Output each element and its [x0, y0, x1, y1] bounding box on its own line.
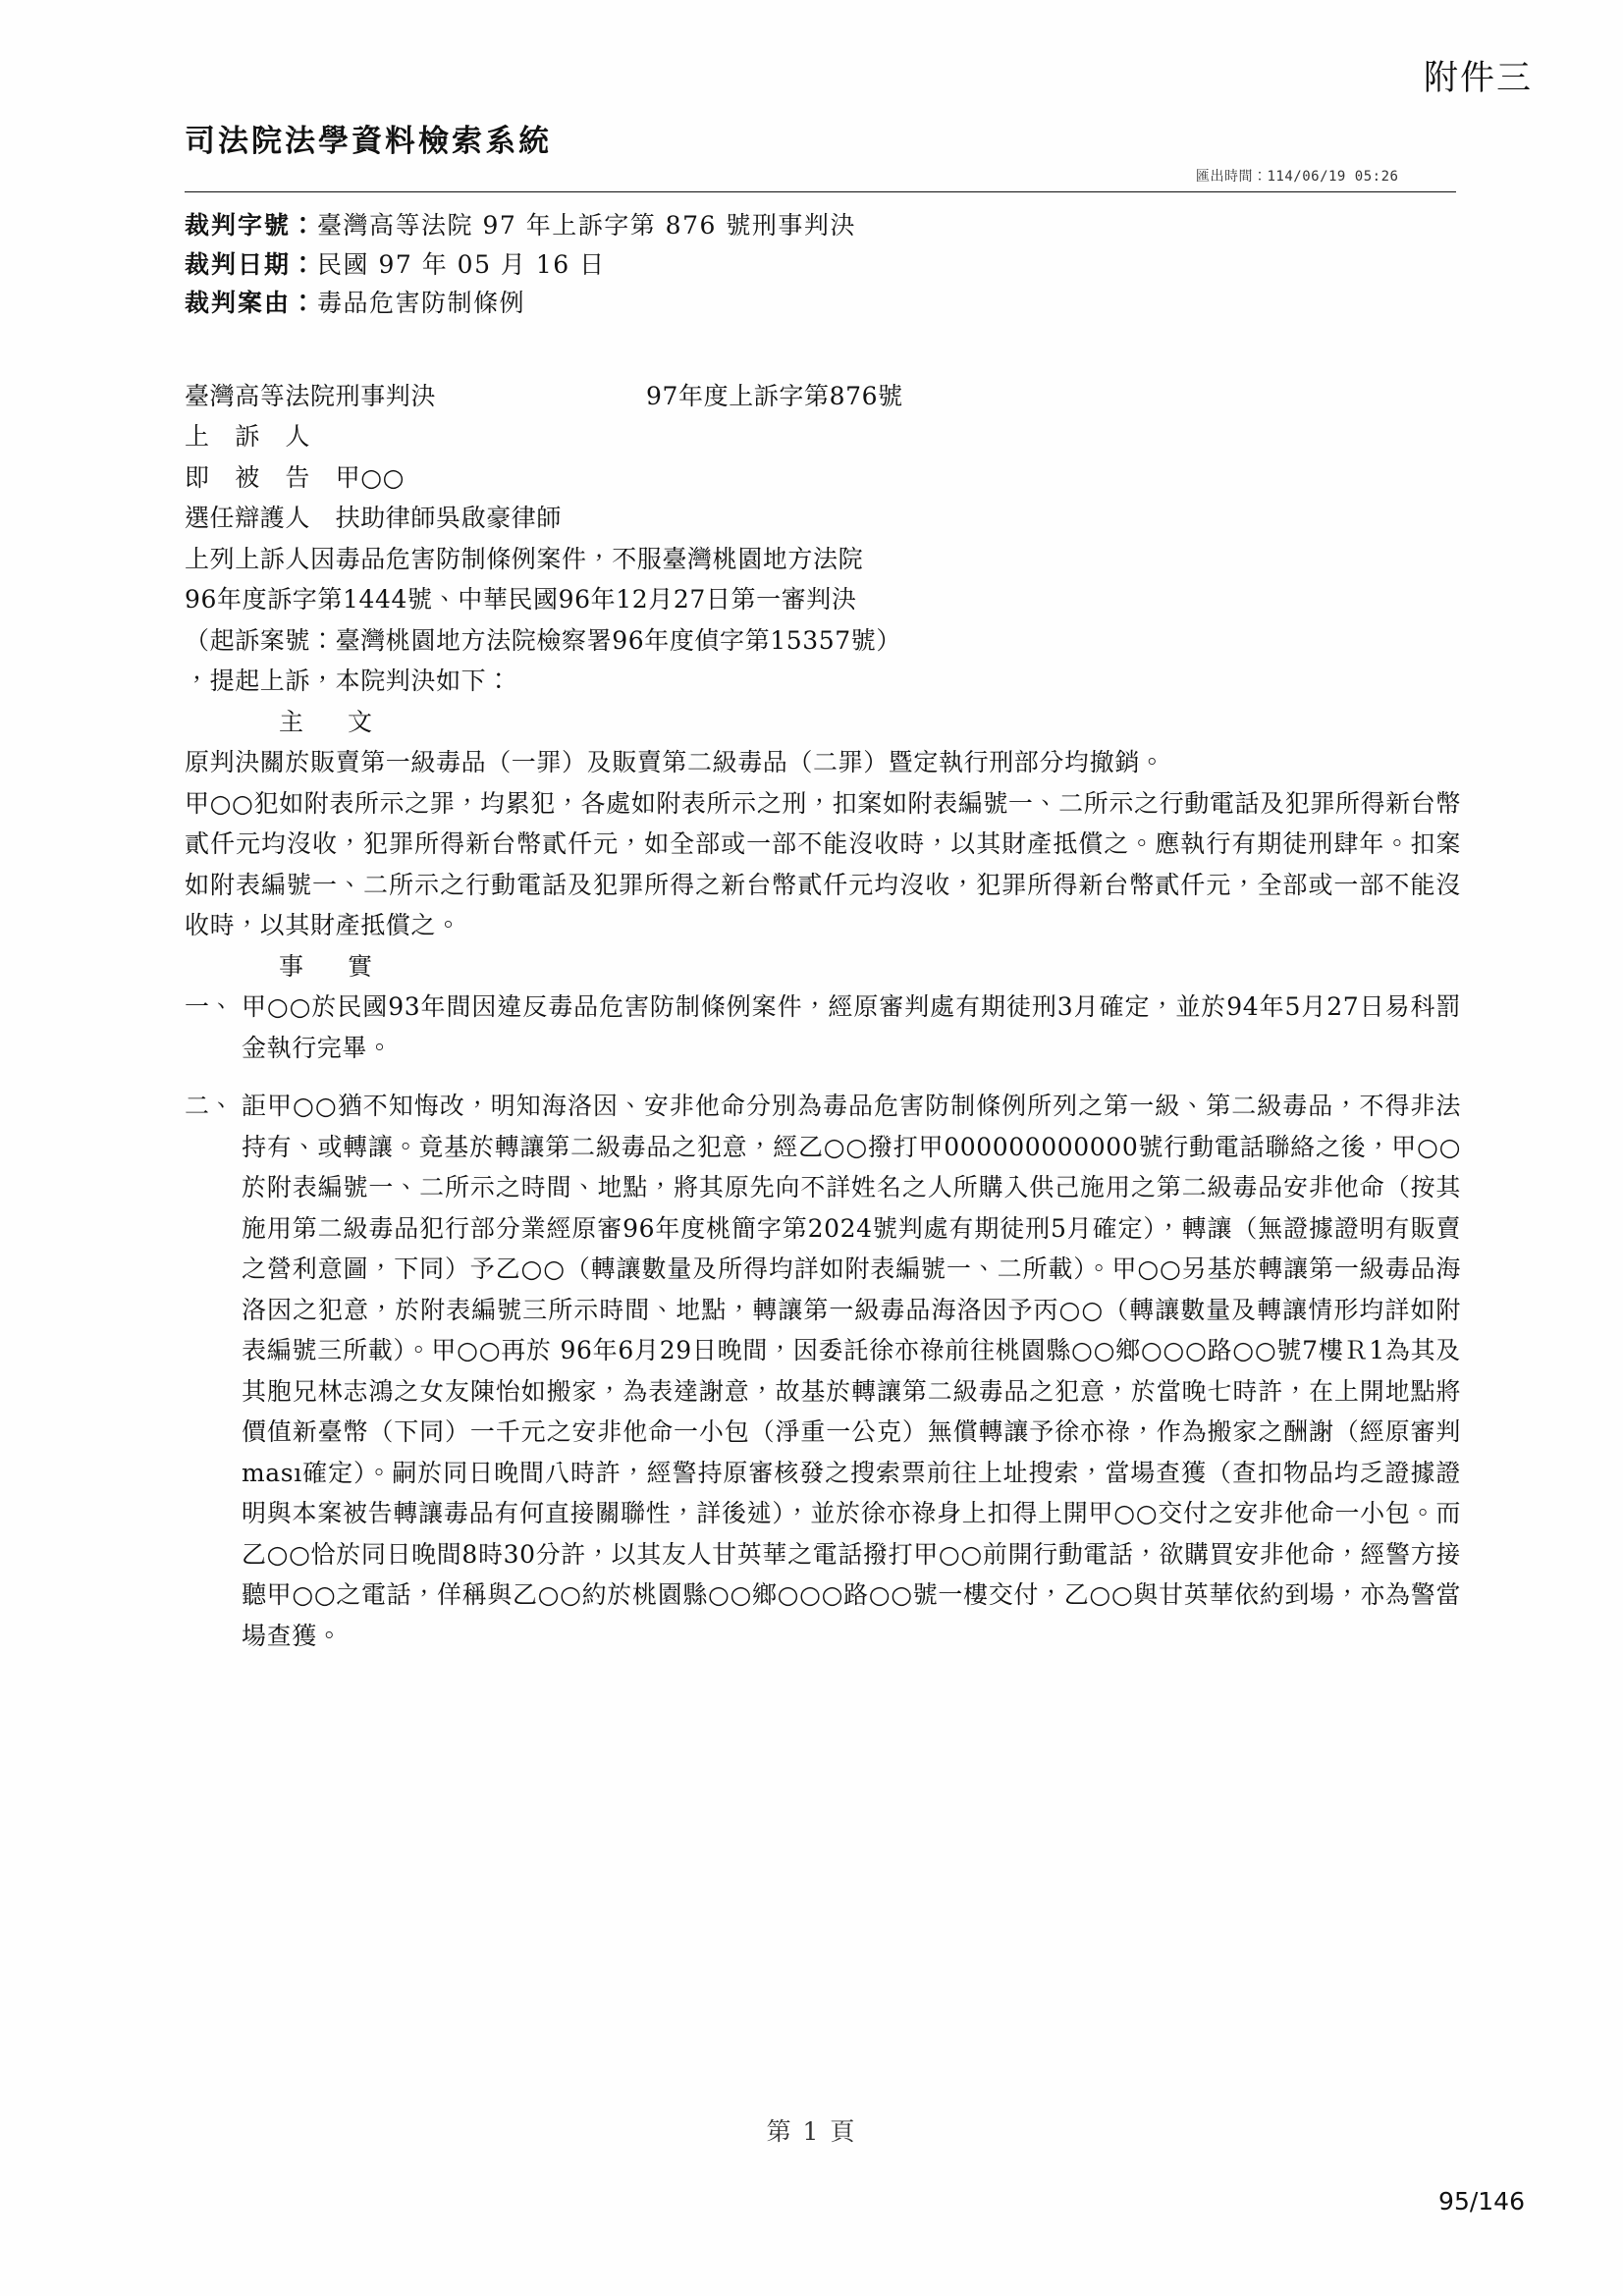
section-title-facts: 事 實 — [279, 951, 383, 981]
judgment-body — [185, 376, 1461, 1657]
intro-line: 上列上訴人因毒品危害防制條例案件，不服臺灣桃園地方法院 — [185, 544, 864, 573]
main-text-paragraph: 原判決關於販賣第一級毒品（一罪）及販賣第二級毒品（二罪）暨定執行刑部分均撤銷。 — [185, 748, 1165, 776]
export-timestamp: 匯出時間：114/06/19 05:26 — [1196, 169, 1399, 185]
case-number: 97年度上訴字第876號 — [646, 381, 903, 410]
page-counter: 95/146 — [1438, 2187, 1525, 2216]
fact-item — [185, 1086, 1461, 1656]
document-content — [185, 116, 1461, 1656]
page-title: 司法院法學資料檢索系統 — [185, 124, 552, 159]
metadata-label: 裁判日期： — [185, 249, 318, 279]
court-name: 臺灣高等法院刑事判決 — [185, 381, 437, 410]
metadata-value: 臺灣高等法院 97 年上訴字第 876 號刑事判決 — [317, 211, 856, 240]
divider — [185, 191, 1456, 192]
attachment-tag: 附件三 — [1423, 59, 1533, 98]
fact-text: 甲○○於民國93年間因違反毒品危害防制條例案件，經原審判處有期徒刑3月確定，並於94年5月27日易科罰金執行完畢。 — [242, 992, 1461, 1062]
metadata-label: 裁判字號： — [185, 211, 318, 240]
metadata-row — [185, 206, 1461, 245]
party-line: 上 訴 人 — [185, 422, 311, 451]
metadata-row — [185, 284, 1461, 323]
page-footer: 第 1 頁 — [766, 2117, 857, 2146]
case-metadata-list — [185, 206, 1461, 323]
metadata-row — [185, 245, 1461, 285]
intro-line: 96年度訴字第1444號、中華民國96年12月27日第一審判決 — [185, 585, 857, 614]
fact-number: 二、 — [185, 1092, 235, 1120]
party-line: 選任辯護人 扶助律師吳啟豪律師 — [185, 504, 563, 532]
main-text-paragraph: 甲○○犯如附表所示之罪，均累犯，各處如附表所示之刑，扣案如附表編號一、二所示之行動電話及犯罪所得新台幣貳仟元均沒收，犯罪所得新台幣貳仟元，如全部或一部不能沒收時，以其財產抵償之。應執行有期徒刑肆年。扣案如附表編號一、二所示之行動電話及犯罪所得之新台幣貳仟元均沒收，犯罪所得新台幣貳仟元，全部或一部不能沒收時，以其財產抵償之。 — [185, 788, 1461, 939]
metadata-label: 裁判案由： — [185, 289, 318, 317]
party-line: 即 被 告 甲○○ — [185, 462, 406, 492]
fact-text: 詎甲○○猶不知悔改，明知海洛因、安非他命分別為毒品危害防制條例所列之第一級、第二級毒品，不得非法持有、或轉讓。竟基於轉讓第二級毒品之犯意，經乙○○撥打甲000000000000號行動電話聯絡之後，甲○○於附表編號一、二所示之時間、地點，將其原先向不詳姓名之人所購入供己施用之第二級毒品安非他命（按其施用第二級毒品犯行部分業經原審96年度桃簡字第2024號判處有期徒刑5月確定），轉讓（無證據證明有販賣之營利意圖，下同）予乙○○（轉讓數量及所得均詳如附表編號一、二所載）。甲○○另基於轉讓第一級毒品海洛因之犯意，於附表編號三所示時間、地點，轉讓第一級毒品海洛因予丙○○（轉讓數量及轉讓情形均詳如附表編號三所載）。甲○○再於 96年6月29日晚間，因委託徐亦祿前往桃園縣○○鄉○○○路○○號7樓Ｒ1為其及其胞兄林志鴻之女友陳怡如搬家，為表達謝意，故基於轉讓第二級毒品之犯意，於當晚七時許，在上開地點將價值新臺幣（下同）一千元之安非他命一小包（淨重一公克）無償轉讓予徐亦祿，作為搬家之酬謝（經原審判ması確定）。嗣於同日晚間八時許，經警持原審核發之搜索票前往上址搜索，當場查獲（查扣物品均乏證據證明與本案被告轉讓毒品有何直接關聯性，詳後述），並於徐亦祿身上扣得上開甲○○交付之安非他命一小包。而乙○○恰於同日晚間8時30分許，以其友人甘英華之電話撥打甲○○前開行動電話，欲購買安非他命，經警方接聽甲○○之電話，佯稱與乙○○約於桃園縣○○鄉○○○路○○號一樓交付，乙○○與甘英華依約到場，亦為警當場查獲。 — [242, 1092, 1461, 1650]
intro-line: ，提起上訴，本院判決如下： — [185, 667, 512, 695]
metadata-value: 毒品危害防制條例 — [317, 289, 526, 317]
judgment-header — [185, 376, 1461, 417]
metadata-value: 民國 97 年 05 月 16 日 — [317, 249, 606, 279]
fact-number: 一、 — [185, 992, 235, 1021]
section-title-main: 主 文 — [279, 707, 383, 736]
fact-item — [185, 987, 1461, 1068]
intro-line: （起訴案號：臺灣桃園地方法院檢察署96年度偵字第15357號） — [185, 625, 901, 655]
